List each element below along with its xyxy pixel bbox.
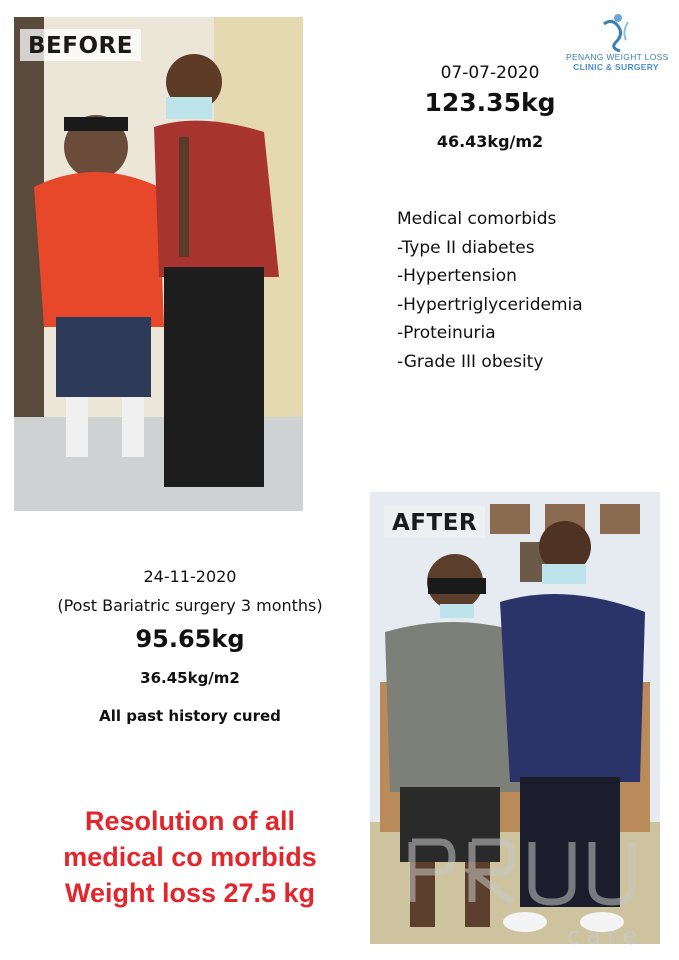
clinic-logo-icon (598, 12, 634, 52)
logo-text-line2: CLINIC & SURGERY (573, 62, 659, 72)
result-summary (20, 803, 360, 911)
comorbids-heading: Medical comorbids (397, 209, 557, 229)
after-photo (370, 492, 660, 944)
after-weight: 95.65kg (135, 625, 245, 653)
before-label: BEFORE (20, 29, 141, 61)
before-bmi: 46.43kg/m2 (436, 132, 544, 151)
after-status: All past history cured (99, 707, 281, 725)
comorbid-item: -Hypertension (397, 266, 517, 287)
result-line1: Resolution of all (84, 806, 295, 836)
comorbid-item: -Grade III obesity (397, 351, 544, 372)
after-note: (Post Bariatric surgery 3 months) (57, 596, 323, 615)
comorbid-item: -Hypertriglyceridemia (397, 294, 583, 315)
clinic-logo (566, 12, 669, 72)
result-line3: Weight loss 27.5 kg (64, 878, 316, 908)
before-photo (14, 17, 303, 511)
after-photo-scene (370, 492, 660, 944)
watermark-text: care (567, 922, 644, 950)
before-weight: 123.35kg (424, 88, 556, 117)
before-photo-scene (14, 17, 303, 511)
comorbid-item: -Proteinuria (397, 323, 496, 344)
logo-text-line1: PENANG WEIGHT LOSS (566, 52, 669, 62)
before-date: 07-07-2020 (440, 63, 540, 83)
after-bmi: 36.45kg/m2 (140, 669, 240, 687)
comorbids-list (397, 205, 583, 377)
comorbid-item: -Type II diabetes (397, 237, 535, 258)
after-label: AFTER (384, 506, 485, 538)
after-date: 24-11-2020 (143, 567, 237, 586)
result-line2: medical co morbids (63, 842, 317, 872)
